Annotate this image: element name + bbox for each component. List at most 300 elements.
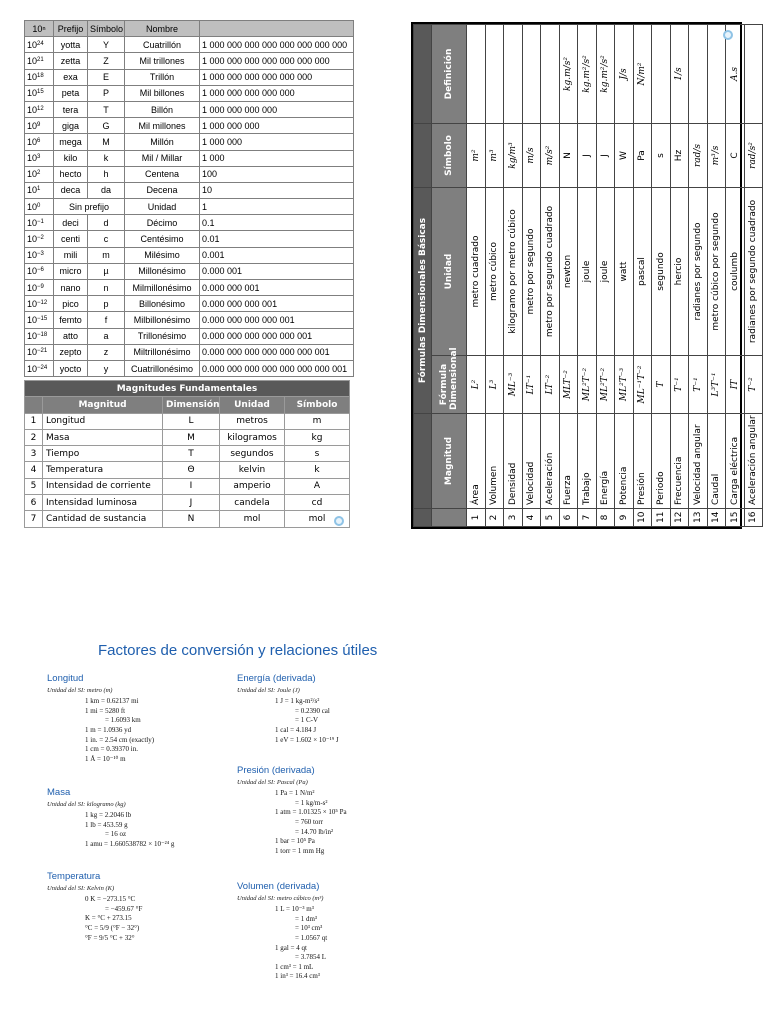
prefix-value: 100 [200, 166, 354, 182]
dim-simbolo: kg/m³ [504, 124, 523, 188]
dim-simbolo: m³ [485, 124, 504, 188]
dim-formula: IT [726, 356, 745, 414]
dim-unidad: radianes por segundo [689, 188, 708, 356]
prefix-exponent: 18 [37, 73, 44, 80]
dim-formula: ML⁻³ [504, 356, 523, 414]
dim-definicion: N/m² [633, 25, 652, 124]
prefix-number-name: Mil billones [125, 85, 200, 101]
conversion-line: = 16 oz [105, 830, 127, 839]
dim-number: 9 [615, 509, 634, 527]
prefix-value: 10 [200, 182, 354, 198]
fund-unidad: kilogramos [220, 429, 285, 445]
dim-unidad: segundo [652, 188, 671, 356]
prefix-symbol: Y [88, 37, 125, 53]
prefix-power: $10^{21}$ [25, 53, 54, 69]
prefix-symbol: da [88, 182, 125, 198]
prefix-exponent: −12 [37, 299, 48, 306]
prefix-exponent: 3 [37, 154, 41, 161]
dim-magnitud: Densidad [504, 414, 523, 509]
prefix-number-name: Décimo [125, 215, 200, 231]
fund-header-magnitud: Magnitud [43, 397, 163, 413]
dim-number: 5 [541, 509, 560, 527]
fund-header-simbolo: Símbolo [285, 397, 350, 413]
prefix-exponent: 24 [37, 40, 44, 47]
fund-unidad: amperio [220, 478, 285, 494]
dim-simbolo: rad/s [689, 124, 708, 188]
dim-unidad: watt [615, 188, 634, 356]
dimensional-title-row [414, 25, 432, 527]
conversion-line: 1 amu = 1.660538782 × 10⁻²⁴ g [85, 839, 175, 848]
dim-definicion: kg.m²/s² [578, 25, 597, 124]
prefix-power: $10^3$ [25, 150, 54, 166]
prefix-row [25, 280, 354, 296]
fund-unidad: kelvin [220, 462, 285, 478]
prefix-value: 0.000 000 001 [200, 280, 354, 296]
prefix-number-name: Centésimo [125, 231, 200, 247]
dimensional-row [707, 25, 726, 527]
prefix-exponent: 15 [37, 89, 44, 96]
dim-simbolo: m² [467, 124, 486, 188]
dim-unidad: pascal [633, 188, 652, 356]
prefix-value: 0.01 [200, 231, 354, 247]
dim-number: 1 [467, 509, 486, 527]
dim-unidad: radianes por segundo cuadrado [744, 188, 763, 356]
prefix-symbol: m [88, 247, 125, 263]
conversion-line: 1 in. = 2.54 cm (exactly) [85, 735, 155, 744]
prefix-name: exa [54, 69, 88, 85]
prefix-exponent: −6 [37, 267, 44, 274]
prefix-number-name: Decena [125, 182, 200, 198]
dim-number: 14 [707, 509, 726, 527]
prefix-value: 0.000 001 [200, 263, 354, 279]
prefix-value: 1 000 [200, 150, 354, 166]
fundamental-row [25, 495, 350, 511]
dim-definicion [707, 25, 726, 124]
dim-simbolo: m/s [522, 124, 541, 188]
prefix-row [25, 150, 354, 166]
dim-formula: T⁻² [744, 356, 763, 414]
fundamentals-title-row [25, 381, 350, 397]
prefix-exponent: 1 [37, 186, 41, 193]
fund-dimension: I [163, 478, 220, 494]
dimensional-row [541, 25, 560, 527]
dim-simbolo: rad/s² [744, 124, 763, 188]
section-si-unit: Unidad del SI: Kelvin (K) [47, 884, 115, 892]
prefix-name: yotta [54, 37, 88, 53]
dim-definicion [504, 25, 523, 124]
prefix-power: $10^{-15}$ [25, 312, 54, 328]
fundamentals-title: Magnitudes Fundamentales [25, 381, 350, 397]
prefix-name: deci [54, 215, 88, 231]
fund-magnitud: Temperatura [43, 462, 163, 478]
prefix-name: centi [54, 231, 88, 247]
conversion-title: Factores de conversión y relaciones útiles [98, 642, 378, 659]
dim-simbolo: Hz [670, 124, 689, 188]
dimensional-title-blank-left [414, 509, 432, 527]
prefix-value: 1 000 000 [200, 134, 354, 150]
prefix-row [25, 344, 354, 360]
prefix-value: 1 000 000 000 000 000 [200, 85, 354, 101]
fund-number: 4 [25, 462, 43, 478]
section-title: Temperatura [47, 871, 101, 882]
dim-number: 8 [596, 509, 615, 527]
dim-simbolo: J [578, 124, 597, 188]
conversion-line: K = °C + 273.15 [85, 914, 132, 923]
prefix-number-name: Mil trillones [125, 53, 200, 69]
dim-magnitud: Aceleración angular [744, 414, 763, 509]
dim-formula: MLT⁻² [559, 356, 578, 414]
prefix-row [25, 360, 354, 376]
conversion-line: = 1 dm³ [295, 914, 317, 923]
fund-number: 3 [25, 446, 43, 462]
prefix-power: $10^{24}$ [25, 37, 54, 53]
dim-simbolo: s [652, 124, 671, 188]
conversion-line: 1 lb = 453.59 g [85, 820, 128, 829]
dim-magnitud: Caudal [707, 414, 726, 509]
conversion-line: °C = 5/9 (°F − 32°) [85, 923, 140, 932]
prefix-power: $10^0$ [25, 199, 54, 215]
prefix-name: femto [54, 312, 88, 328]
prefix-power: $10^{-9}$ [25, 280, 54, 296]
dimensional-title-blank-mag [414, 414, 432, 509]
conversion-line: = 1 C-V [295, 716, 319, 725]
dim-header-num [432, 509, 467, 527]
fund-unidad: candela [220, 495, 285, 511]
dimensional-body [467, 25, 763, 527]
conversion-line: = 14.70 lb/in² [295, 827, 334, 836]
dimensional-row [726, 25, 745, 527]
conversion-line: 1 m = 1.0936 yd [85, 725, 132, 734]
dim-magnitud: Volumen [485, 414, 504, 509]
dim-unidad: metro por segundo cuadrado [541, 188, 560, 356]
prefix-exponent: −24 [37, 364, 48, 371]
prefix-name: nano [54, 280, 88, 296]
fundamental-row [25, 511, 350, 527]
conversion-line: 1 cm = 0.39370 in. [85, 745, 138, 754]
conversion-line: = 1 kg/m-s² [295, 798, 328, 807]
conversion-line: 0 K = −273.15 °C [85, 895, 136, 904]
dim-unidad: kilogramo por metro cúbico [504, 188, 523, 356]
fund-simbolo: mol [285, 511, 350, 527]
prefix-row [25, 69, 354, 85]
prefix-value: 1 000 000 000 000 000 000 [200, 69, 354, 85]
dim-formula: L² [467, 356, 486, 414]
prefix-power: $10^{-21}$ [25, 344, 54, 360]
section-title: Masa [47, 787, 71, 798]
prefix-number-name: Cuatrillonésimo [125, 360, 200, 376]
dim-definicion: A.s [726, 25, 745, 124]
conversion-line: 1 mi = 5280 ft [85, 706, 126, 715]
prefix-symbol: c [88, 231, 125, 247]
fund-magnitud: Longitud [43, 413, 163, 429]
fund-header-num [25, 397, 43, 413]
conversion-line: °F = 9/5 °C + 32° [85, 933, 135, 942]
section-si-unit: Unidad del SI: metro cúbico (m³) [237, 894, 324, 902]
dim-number: 7 [578, 509, 597, 527]
dim-number: 3 [504, 509, 523, 527]
prefix-name: kilo [54, 150, 88, 166]
dimensional-title-blank-sym [414, 124, 432, 188]
prefix-number-name: Mil millones [125, 118, 200, 134]
prefix-exponent: 9 [37, 121, 41, 128]
dim-formula: ML²T⁻² [596, 356, 615, 414]
prefix-number-name: Trillón [125, 69, 200, 85]
prefix-row [25, 296, 354, 312]
prefix-number-name: Cuatrillón [125, 37, 200, 53]
conversion-line: 1 cm³ = 1 mL [275, 962, 314, 971]
dimensional-row [652, 25, 671, 527]
header-value [200, 21, 354, 37]
prefix-exponent: −21 [37, 348, 48, 355]
dim-formula: LT⁻² [541, 356, 560, 414]
dim-formula: ML⁻¹T⁻² [633, 356, 652, 414]
prefix-number-name: Millón [125, 134, 200, 150]
prefix-row [25, 101, 354, 117]
fund-number: 2 [25, 429, 43, 445]
dim-number: 4 [522, 509, 541, 527]
dim-definicion [689, 25, 708, 124]
prefix-name: yocto [54, 360, 88, 376]
prefix-exponent: −9 [37, 283, 44, 290]
fund-magnitud: Masa [43, 429, 163, 445]
dim-unidad: hercio [670, 188, 689, 356]
prefix-symbol: k [88, 150, 125, 166]
dim-definicion: 1/s [670, 25, 689, 124]
fund-simbolo: cd [285, 495, 350, 511]
dim-unidad: metro cúbico por segundo [707, 188, 726, 356]
prefix-number-name: Billonésimo [125, 296, 200, 312]
fund-simbolo: A [285, 478, 350, 494]
prefix-power: $10^{-18}$ [25, 328, 54, 344]
section-energia [237, 674, 387, 745]
conversion-line: 1 atm = 1.01325 × 10⁵ Pa [275, 808, 347, 817]
prefix-header-row [25, 21, 354, 37]
section-masa [47, 788, 217, 850]
dim-magnitud: Periodo [652, 414, 671, 509]
dim-formula: L³T⁻¹ [707, 356, 726, 414]
fundamental-row [25, 446, 350, 462]
fund-magnitud: Intensidad de corriente [43, 478, 163, 494]
prefix-row [25, 215, 354, 231]
fund-dimension: N [163, 511, 220, 527]
prefix-symbol: f [88, 312, 125, 328]
prefix-row [25, 166, 354, 182]
section-si-unit: Unidad del SI: Pascal (Pa) [237, 778, 308, 786]
dim-magnitud: Aceleración [541, 414, 560, 509]
dim-number: 11 [652, 509, 671, 527]
prefix-name: giga [54, 118, 88, 134]
prefix-name: atto [54, 328, 88, 344]
prefix-value: 0.000 000 000 000 000 001 [200, 328, 354, 344]
fund-magnitud: Cantidad de sustancia [43, 511, 163, 527]
dimensional-row [485, 25, 504, 527]
dim-formula: ML²T⁻² [578, 356, 597, 414]
header-power: 10ⁿ [25, 21, 54, 37]
conversion-line: = 10³ cm³ [295, 924, 323, 933]
prefix-exponent: −1 [37, 218, 44, 225]
dim-header-definicion: Definición [432, 25, 467, 124]
dim-unidad: metro por segundo [522, 188, 541, 356]
dim-header-magnitud: Magnitud [432, 414, 467, 509]
prefix-number-name: Billón [125, 101, 200, 117]
prefix-name: micro [54, 263, 88, 279]
section-si-unit: Unidad del SI: Joule (J) [237, 686, 300, 694]
section-title: Volumen (derivada) [237, 881, 320, 892]
prefix-name: pico [54, 296, 88, 312]
fundamentals-body [25, 413, 350, 527]
prefix-value: 1 000 000 000 000 000 000 000 000 [200, 37, 354, 53]
prefix-exponent: 21 [37, 56, 44, 63]
prefix-symbol: Z [88, 53, 125, 69]
prefix-row [25, 85, 354, 101]
prefix-power: $10^{-6}$ [25, 263, 54, 279]
dimensional-row [615, 25, 634, 527]
fundamental-row [25, 478, 350, 494]
dim-magnitud: Trabajo [578, 414, 597, 509]
dim-formula: ML²T⁻³ [615, 356, 634, 414]
prefix-number-name: Unidad [125, 199, 200, 215]
dim-simbolo: W [615, 124, 634, 188]
conversion-line: 1 torr = 1 mm Hg [275, 846, 325, 855]
dimensional-row [633, 25, 652, 527]
prefix-exponent: 0 [37, 202, 41, 209]
dim-simbolo: N [559, 124, 578, 188]
prefix-power: $10^2$ [25, 166, 54, 182]
dim-number: 12 [670, 509, 689, 527]
prefix-exponent: 12 [37, 105, 44, 112]
prefix-symbol: T [88, 101, 125, 117]
dimensional-row [522, 25, 541, 527]
dim-simbolo: J [596, 124, 615, 188]
fundamental-row [25, 429, 350, 445]
conversion-factors [0, 640, 768, 1024]
dimensional-title-blank-def [414, 25, 432, 124]
fund-unidad: mol [220, 511, 285, 527]
dim-definicion [652, 25, 671, 124]
conversion-line: 1 eV = 1.602 × 10⁻¹⁹ J [275, 735, 339, 744]
prefix-symbol: n [88, 280, 125, 296]
dim-unidad: coulumb [726, 188, 745, 356]
fund-dimension: Θ [163, 462, 220, 478]
dimensional-formulas-panel [411, 22, 759, 529]
prefix-row [25, 199, 354, 215]
prefix-row [25, 312, 354, 328]
prefix-power: $10^{-12}$ [25, 296, 54, 312]
conversion-line: = −459.67 °F [105, 904, 143, 913]
dimensional-row [504, 25, 523, 527]
dim-unidad: newton [559, 188, 578, 356]
dim-header-formula: Fórmula Dimensional [432, 356, 467, 414]
dimensional-table [413, 24, 763, 527]
prefix-exponent: −2 [37, 235, 44, 242]
conversion-line: 1 gal = 4 qt [275, 943, 307, 952]
dim-unidad: joule [578, 188, 597, 356]
section-presion [237, 766, 387, 856]
fund-magnitud: Tiempo [43, 446, 163, 462]
prefix-row [25, 263, 354, 279]
conversion-line: 1 kg = 2.2046 lb [85, 811, 132, 820]
dim-simbolo: m/s² [541, 124, 560, 188]
fundamentals-header-row [25, 397, 350, 413]
dim-number: 15 [726, 509, 745, 527]
prefix-power: $10^{-3}$ [25, 247, 54, 263]
dim-magnitud: Área [467, 414, 486, 509]
prefix-number-name: Milésimo [125, 247, 200, 263]
dim-magnitud: Carga eléctrica [726, 414, 745, 509]
prefix-exponent: −15 [37, 315, 48, 322]
fund-header-unidad: Unidad [220, 397, 285, 413]
dim-definicion [467, 25, 486, 124]
prefix-row [25, 328, 354, 344]
prefix-value: 0.000 000 000 001 [200, 296, 354, 312]
section-si-unit: Unidad del SI: kilogramo (kg) [47, 800, 126, 808]
section-temperatura [47, 872, 207, 943]
prefix-power: $10^1$ [25, 182, 54, 198]
watermark-ring-icon-2 [723, 30, 733, 40]
dimensional-row [578, 25, 597, 527]
prefix-value: 0.000 000 000 000 000 000 001 [200, 344, 354, 360]
prefix-number-name: Trillonésimo [125, 328, 200, 344]
dim-formula: T⁻¹ [670, 356, 689, 414]
prefix-row [25, 231, 354, 247]
prefix-symbol: M [88, 134, 125, 150]
dim-unidad: joule [596, 188, 615, 356]
dim-number: 16 [744, 509, 763, 527]
header-name: Nombre [125, 21, 200, 37]
dim-magnitud: Energía [596, 414, 615, 509]
conversion-line: 1 cal = 4.184 J [275, 725, 317, 734]
header-prefix: Prefijo [54, 21, 88, 37]
conversion-line: 1 Pa = 1 N/m² [275, 789, 315, 798]
dim-magnitud: Velocidad angular [689, 414, 708, 509]
prefix-value: 1 000 000 000 [200, 118, 354, 134]
dim-magnitud: Presión [633, 414, 652, 509]
prefix-exponent: 2 [37, 170, 41, 177]
dimensional-formulas-rotated [413, 24, 759, 527]
prefix-name: Sin prefijo [54, 199, 125, 215]
fund-dimension: T [163, 446, 220, 462]
dimensional-row [689, 25, 708, 527]
conversion-line: = 0.2390 cal [295, 706, 330, 715]
dim-magnitud: Frecuencia [670, 414, 689, 509]
dimensional-title: Fórmulas Dimensionales Básicas [414, 188, 432, 414]
dim-unidad: metro cúbico [485, 188, 504, 356]
fundamental-row [25, 462, 350, 478]
dimensional-row [467, 25, 486, 527]
prefix-number-name: Mil / Millar [125, 150, 200, 166]
dim-magnitud: Fuerza [559, 414, 578, 509]
fund-simbolo: s [285, 446, 350, 462]
fund-magnitud: Intensidad luminosa [43, 495, 163, 511]
prefix-row [25, 37, 354, 53]
section-si-unit: Unidad del SI: metro (m) [47, 686, 113, 694]
prefix-name: deca [54, 182, 88, 198]
prefix-number-name: Milbillonésimo [125, 312, 200, 328]
prefix-symbol: µ [88, 263, 125, 279]
prefix-number-name: Centena [125, 166, 200, 182]
dim-unidad: metro cuadrado [467, 188, 486, 356]
prefix-exponent: −3 [37, 251, 44, 258]
prefix-symbol: E [88, 69, 125, 85]
conversion-line: 1 L = 10⁻³ m³ [275, 905, 314, 914]
fundamentals-table [24, 380, 350, 528]
fund-simbolo: kg [285, 429, 350, 445]
dim-number: 13 [689, 509, 708, 527]
prefix-power: $10^{15}$ [25, 85, 54, 101]
header-symbol: Símbolo [88, 21, 125, 37]
conversion-line: = 3.7854 L [295, 953, 326, 962]
dim-number: 10 [633, 509, 652, 527]
